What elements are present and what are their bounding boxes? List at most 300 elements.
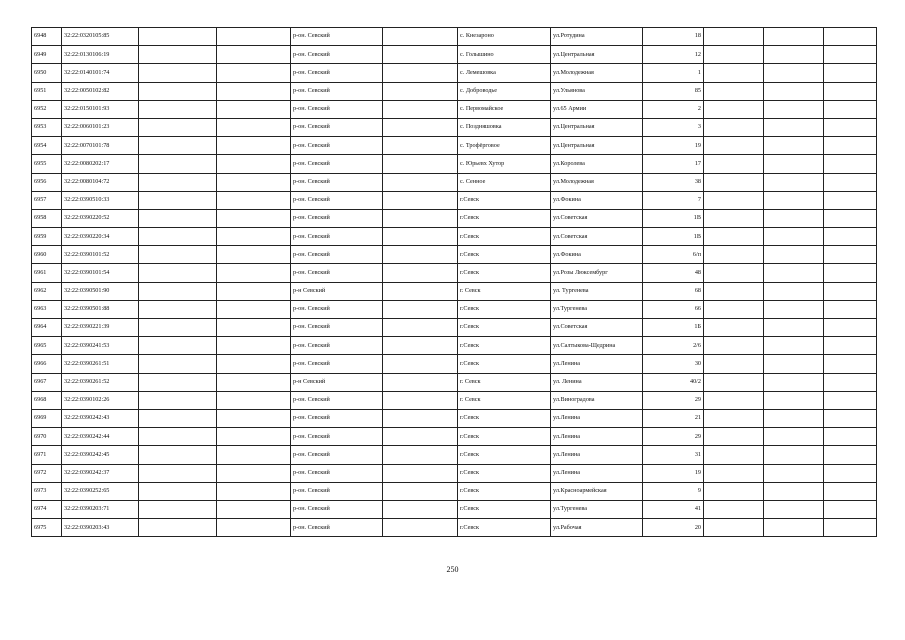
locality-cell: г. Севск bbox=[458, 373, 551, 391]
table-row bbox=[32, 137, 877, 155]
empty-cell bbox=[217, 391, 291, 409]
street-cell: ул.Тургенева bbox=[551, 300, 643, 318]
empty-cell bbox=[704, 409, 764, 427]
empty-cell bbox=[383, 191, 458, 209]
empty-cell bbox=[217, 82, 291, 100]
locality-cell: г. Севск bbox=[458, 391, 551, 409]
table-row bbox=[32, 155, 877, 173]
row-number-cell: 6951 bbox=[32, 82, 62, 100]
street-cell: ул.Королева bbox=[551, 155, 643, 173]
cadastral-number-cell: 32:22:0390221:39 bbox=[62, 319, 139, 337]
locality-cell: г.Севск bbox=[458, 446, 551, 464]
empty-cell bbox=[824, 246, 877, 264]
empty-cell bbox=[139, 446, 217, 464]
cadastral-number-cell: 32:22:0390242:43 bbox=[62, 409, 139, 427]
empty-cell bbox=[824, 191, 877, 209]
empty-cell bbox=[383, 446, 458, 464]
empty-cell bbox=[217, 337, 291, 355]
house-number-cell: 12 bbox=[643, 46, 704, 64]
row-number-cell: 6948 bbox=[32, 28, 62, 46]
empty-cell bbox=[764, 118, 824, 136]
house-number-cell: 68 bbox=[643, 282, 704, 300]
house-number-cell: 40/2 bbox=[643, 373, 704, 391]
locality-cell: г.Севск bbox=[458, 464, 551, 482]
empty-cell bbox=[764, 100, 824, 118]
district-cell: р-он. Севский bbox=[291, 464, 383, 482]
cadastral-number-cell: 32:22:0390261:51 bbox=[62, 355, 139, 373]
empty-cell bbox=[764, 500, 824, 518]
row-number-cell: 6950 bbox=[32, 64, 62, 82]
district-cell: р-он. Севский bbox=[291, 155, 383, 173]
empty-cell bbox=[139, 173, 217, 191]
empty-cell bbox=[764, 319, 824, 337]
empty-cell bbox=[139, 300, 217, 318]
house-number-cell: 6/п bbox=[643, 246, 704, 264]
empty-cell bbox=[764, 82, 824, 100]
table-row bbox=[32, 64, 877, 82]
empty-cell bbox=[139, 46, 217, 64]
street-cell: ул.Рабочая bbox=[551, 519, 643, 537]
locality-cell: с. Сенное bbox=[458, 173, 551, 191]
empty-cell bbox=[704, 137, 764, 155]
street-cell: ул.Ульянова bbox=[551, 82, 643, 100]
row-number-cell: 6962 bbox=[32, 282, 62, 300]
house-number-cell: 66 bbox=[643, 300, 704, 318]
cadastral-number-cell: 32:22:0080202:17 bbox=[62, 155, 139, 173]
empty-cell bbox=[704, 82, 764, 100]
empty-cell bbox=[383, 482, 458, 500]
locality-cell: г.Севск bbox=[458, 482, 551, 500]
street-cell: ул.Ленина bbox=[551, 355, 643, 373]
empty-cell bbox=[704, 373, 764, 391]
house-number-cell: 21 bbox=[643, 409, 704, 427]
row-number-cell: 6973 bbox=[32, 482, 62, 500]
locality-cell: г.Севск bbox=[458, 300, 551, 318]
district-cell: р-он. Севский bbox=[291, 337, 383, 355]
house-number-cell: 19 bbox=[643, 137, 704, 155]
cadastral-number-cell: 32:22:0390102:26 bbox=[62, 391, 139, 409]
table-row bbox=[32, 264, 877, 282]
locality-cell: г.Севск bbox=[458, 355, 551, 373]
street-cell: ул. Тургенева bbox=[551, 282, 643, 300]
locality-cell: г.Севск bbox=[458, 337, 551, 355]
district-cell: р-н Севский bbox=[291, 373, 383, 391]
empty-cell bbox=[139, 100, 217, 118]
row-number-cell: 6974 bbox=[32, 500, 62, 518]
house-number-cell: 2 bbox=[643, 100, 704, 118]
empty-cell bbox=[824, 519, 877, 537]
street-cell: ул. Ленина bbox=[551, 373, 643, 391]
cadastral-number-cell: 32:22:0150101:93 bbox=[62, 100, 139, 118]
row-number-cell: 6965 bbox=[32, 337, 62, 355]
street-cell: ул.Ленина bbox=[551, 464, 643, 482]
empty-cell bbox=[383, 428, 458, 446]
district-cell: р-он. Севский bbox=[291, 446, 383, 464]
empty-cell bbox=[764, 155, 824, 173]
locality-cell: с. Поздняшовка bbox=[458, 118, 551, 136]
table-row bbox=[32, 173, 877, 191]
empty-cell bbox=[383, 100, 458, 118]
district-cell: р-он. Севский bbox=[291, 319, 383, 337]
empty-cell bbox=[764, 355, 824, 373]
district-cell: р-он. Севский bbox=[291, 46, 383, 64]
empty-cell bbox=[704, 300, 764, 318]
empty-cell bbox=[383, 519, 458, 537]
empty-cell bbox=[764, 282, 824, 300]
empty-cell bbox=[704, 391, 764, 409]
empty-cell bbox=[383, 64, 458, 82]
empty-cell bbox=[764, 409, 824, 427]
empty-cell bbox=[704, 228, 764, 246]
row-number-cell: 6957 bbox=[32, 191, 62, 209]
house-number-cell: 3 bbox=[643, 118, 704, 136]
house-number-cell: 29 bbox=[643, 391, 704, 409]
table-row bbox=[32, 355, 877, 373]
empty-cell bbox=[139, 28, 217, 46]
house-number-cell: 85 bbox=[643, 82, 704, 100]
cadastral-number-cell: 32:22:0390203:43 bbox=[62, 519, 139, 537]
street-cell: ул.Советская bbox=[551, 319, 643, 337]
cadastral-number-cell: 32:22:0390501:90 bbox=[62, 282, 139, 300]
empty-cell bbox=[383, 282, 458, 300]
cadastral-number-cell: 32:22:0060101:23 bbox=[62, 118, 139, 136]
empty-cell bbox=[824, 118, 877, 136]
house-number-cell: 20 bbox=[643, 519, 704, 537]
row-number-cell: 6956 bbox=[32, 173, 62, 191]
street-cell: ул.Ленина bbox=[551, 446, 643, 464]
empty-cell bbox=[824, 446, 877, 464]
district-cell: р-он. Севский bbox=[291, 82, 383, 100]
district-cell: р-он. Севский bbox=[291, 209, 383, 227]
table-row bbox=[32, 319, 877, 337]
cadastral-number-cell: 32:22:0390510:33 bbox=[62, 191, 139, 209]
empty-cell bbox=[383, 373, 458, 391]
district-cell: р-он. Севский bbox=[291, 391, 383, 409]
row-number-cell: 6967 bbox=[32, 373, 62, 391]
street-cell: ул.Молодежная bbox=[551, 64, 643, 82]
empty-cell bbox=[764, 464, 824, 482]
house-number-cell: 30 bbox=[643, 355, 704, 373]
table-row bbox=[32, 428, 877, 446]
row-number-cell: 6949 bbox=[32, 46, 62, 64]
empty-cell bbox=[704, 209, 764, 227]
row-number-cell: 6961 bbox=[32, 264, 62, 282]
locality-cell: г.Севск bbox=[458, 246, 551, 264]
house-number-cell: 41 bbox=[643, 500, 704, 518]
empty-cell bbox=[139, 391, 217, 409]
empty-cell bbox=[824, 155, 877, 173]
empty-cell bbox=[764, 300, 824, 318]
cadastral-number-cell: 32:22:0320105:85 bbox=[62, 28, 139, 46]
row-number-cell: 6968 bbox=[32, 391, 62, 409]
district-cell: р-он. Севский bbox=[291, 173, 383, 191]
empty-cell bbox=[824, 64, 877, 82]
empty-cell bbox=[824, 373, 877, 391]
table-body bbox=[32, 28, 877, 537]
cadastral-number-cell: 32:22:0390220:34 bbox=[62, 228, 139, 246]
cadastral-number-cell: 32:22:0390101:54 bbox=[62, 264, 139, 282]
locality-cell: с. Трофёрговое bbox=[458, 137, 551, 155]
empty-cell bbox=[764, 137, 824, 155]
empty-cell bbox=[824, 46, 877, 64]
row-number-cell: 6960 bbox=[32, 246, 62, 264]
empty-cell bbox=[764, 519, 824, 537]
locality-cell: г.Севск bbox=[458, 264, 551, 282]
empty-cell bbox=[704, 28, 764, 46]
empty-cell bbox=[217, 264, 291, 282]
street-cell: ул.Молодежная bbox=[551, 173, 643, 191]
locality-cell: с. Первомайское bbox=[458, 100, 551, 118]
empty-cell bbox=[764, 446, 824, 464]
district-cell: р-он. Севский bbox=[291, 191, 383, 209]
empty-cell bbox=[704, 319, 764, 337]
house-number-cell: 1В bbox=[643, 209, 704, 227]
empty-cell bbox=[764, 191, 824, 209]
empty-cell bbox=[704, 46, 764, 64]
row-number-cell: 6963 bbox=[32, 300, 62, 318]
row-number-cell: 6972 bbox=[32, 464, 62, 482]
cadastral-number-cell: 32:22:0390501:88 bbox=[62, 300, 139, 318]
table-row bbox=[32, 482, 877, 500]
empty-cell bbox=[764, 228, 824, 246]
house-number-cell: 2/6 bbox=[643, 337, 704, 355]
street-cell: ул.Красноармейская bbox=[551, 482, 643, 500]
empty-cell bbox=[139, 264, 217, 282]
cadastral-number-cell: 32:22:0140101:74 bbox=[62, 64, 139, 82]
empty-cell bbox=[704, 282, 764, 300]
empty-cell bbox=[764, 64, 824, 82]
empty-cell bbox=[217, 28, 291, 46]
empty-cell bbox=[764, 246, 824, 264]
district-cell: р-он. Севский bbox=[291, 264, 383, 282]
street-cell: ул.Центральная bbox=[551, 46, 643, 64]
row-number-cell: 6971 bbox=[32, 446, 62, 464]
table-row bbox=[32, 373, 877, 391]
empty-cell bbox=[383, 155, 458, 173]
house-number-cell: 7 bbox=[643, 191, 704, 209]
street-cell: ул.Тургенева bbox=[551, 500, 643, 518]
empty-cell bbox=[764, 373, 824, 391]
house-number-cell: 17 bbox=[643, 155, 704, 173]
empty-cell bbox=[217, 282, 291, 300]
empty-cell bbox=[704, 428, 764, 446]
empty-cell bbox=[383, 391, 458, 409]
empty-cell bbox=[824, 409, 877, 427]
empty-cell bbox=[824, 319, 877, 337]
district-cell: р-он. Севский bbox=[291, 118, 383, 136]
empty-cell bbox=[764, 391, 824, 409]
empty-cell bbox=[824, 337, 877, 355]
street-cell: ул.Виноградова bbox=[551, 391, 643, 409]
empty-cell bbox=[704, 173, 764, 191]
empty-cell bbox=[824, 28, 877, 46]
empty-cell bbox=[383, 246, 458, 264]
empty-cell bbox=[217, 246, 291, 264]
empty-cell bbox=[383, 137, 458, 155]
empty-cell bbox=[217, 64, 291, 82]
row-number-cell: 6975 bbox=[32, 519, 62, 537]
table-row bbox=[32, 209, 877, 227]
cadastral-number-cell: 32:22:0050102:82 bbox=[62, 82, 139, 100]
house-number-cell: 1Б bbox=[643, 319, 704, 337]
cadastral-number-cell: 32:22:0390242:44 bbox=[62, 428, 139, 446]
empty-cell bbox=[139, 82, 217, 100]
row-number-cell: 6955 bbox=[32, 155, 62, 173]
empty-cell bbox=[217, 464, 291, 482]
empty-cell bbox=[764, 428, 824, 446]
empty-cell bbox=[383, 264, 458, 282]
empty-cell bbox=[704, 355, 764, 373]
empty-cell bbox=[704, 100, 764, 118]
empty-cell bbox=[704, 191, 764, 209]
district-cell: р-он. Севский bbox=[291, 500, 383, 518]
empty-cell bbox=[217, 173, 291, 191]
property-table bbox=[31, 27, 877, 537]
house-number-cell: 19 bbox=[643, 464, 704, 482]
empty-cell bbox=[383, 500, 458, 518]
empty-cell bbox=[704, 264, 764, 282]
empty-cell bbox=[704, 519, 764, 537]
cadastral-number-cell: 32:22:0390242:45 bbox=[62, 446, 139, 464]
empty-cell bbox=[217, 100, 291, 118]
table-row bbox=[32, 409, 877, 427]
street-cell: ул.Центральная bbox=[551, 118, 643, 136]
empty-cell bbox=[139, 319, 217, 337]
empty-cell bbox=[824, 428, 877, 446]
street-cell: ул.Салтыкова-Щедрина bbox=[551, 337, 643, 355]
cadastral-number-cell: 32:22:0390203:71 bbox=[62, 500, 139, 518]
locality-cell: г. Севск bbox=[458, 282, 551, 300]
document-sheet bbox=[31, 27, 877, 537]
street-cell: ул.Ленина bbox=[551, 428, 643, 446]
empty-cell bbox=[704, 155, 764, 173]
page-number: 250 bbox=[446, 565, 459, 574]
district-cell: р-он. Севский bbox=[291, 228, 383, 246]
empty-cell bbox=[824, 173, 877, 191]
empty-cell bbox=[764, 337, 824, 355]
locality-cell: г.Севск bbox=[458, 409, 551, 427]
row-number-cell: 6964 bbox=[32, 319, 62, 337]
empty-cell bbox=[383, 337, 458, 355]
empty-cell bbox=[704, 64, 764, 82]
empty-cell bbox=[824, 500, 877, 518]
house-number-cell: 9 bbox=[643, 482, 704, 500]
empty-cell bbox=[139, 64, 217, 82]
empty-cell bbox=[764, 173, 824, 191]
empty-cell bbox=[217, 428, 291, 446]
empty-cell bbox=[217, 482, 291, 500]
table-row bbox=[32, 391, 877, 409]
empty-cell bbox=[704, 500, 764, 518]
empty-cell bbox=[139, 464, 217, 482]
empty-cell bbox=[764, 209, 824, 227]
empty-cell bbox=[217, 500, 291, 518]
table-row bbox=[32, 191, 877, 209]
locality-cell: г.Севск bbox=[458, 519, 551, 537]
table-row bbox=[32, 337, 877, 355]
district-cell: р-он. Севский bbox=[291, 409, 383, 427]
house-number-cell: 31 bbox=[643, 446, 704, 464]
empty-cell bbox=[824, 282, 877, 300]
locality-cell: с. Доброводье bbox=[458, 82, 551, 100]
street-cell: ул.65 Армии bbox=[551, 100, 643, 118]
empty-cell bbox=[139, 482, 217, 500]
empty-cell bbox=[139, 118, 217, 136]
street-cell: ул.Фокина bbox=[551, 246, 643, 264]
empty-cell bbox=[764, 28, 824, 46]
empty-cell bbox=[383, 464, 458, 482]
district-cell: р-он. Севский bbox=[291, 519, 383, 537]
locality-cell: г.Севск bbox=[458, 191, 551, 209]
empty-cell bbox=[704, 337, 764, 355]
street-cell: ул.Ротудина bbox=[551, 28, 643, 46]
locality-cell: г.Севск bbox=[458, 500, 551, 518]
table-row bbox=[32, 464, 877, 482]
table-row bbox=[32, 228, 877, 246]
empty-cell bbox=[383, 300, 458, 318]
cadastral-number-cell: 32:22:0390220:52 bbox=[62, 209, 139, 227]
row-number-cell: 6958 bbox=[32, 209, 62, 227]
empty-cell bbox=[139, 337, 217, 355]
empty-cell bbox=[824, 300, 877, 318]
table-row bbox=[32, 446, 877, 464]
locality-cell: с. Лемешовка bbox=[458, 64, 551, 82]
table-row bbox=[32, 300, 877, 318]
table-row bbox=[32, 500, 877, 518]
street-cell: ул.Ленина bbox=[551, 409, 643, 427]
table-row bbox=[32, 46, 877, 64]
locality-cell: с. Голышино bbox=[458, 46, 551, 64]
empty-cell bbox=[824, 391, 877, 409]
empty-cell bbox=[824, 209, 877, 227]
empty-cell bbox=[139, 409, 217, 427]
locality-cell: с. Юрьевх Хутор bbox=[458, 155, 551, 173]
cadastral-number-cell: 32:22:0130106:19 bbox=[62, 46, 139, 64]
street-cell: ул.Фокина bbox=[551, 191, 643, 209]
empty-cell bbox=[824, 464, 877, 482]
empty-cell bbox=[383, 28, 458, 46]
cadastral-number-cell: 32:22:0070101:78 bbox=[62, 137, 139, 155]
empty-cell bbox=[704, 246, 764, 264]
empty-cell bbox=[217, 300, 291, 318]
empty-cell bbox=[139, 355, 217, 373]
cadastral-number-cell: 32:22:0390241:53 bbox=[62, 337, 139, 355]
empty-cell bbox=[139, 137, 217, 155]
empty-cell bbox=[383, 118, 458, 136]
cadastral-number-cell: 32:22:0390242:37 bbox=[62, 464, 139, 482]
empty-cell bbox=[217, 409, 291, 427]
empty-cell bbox=[217, 118, 291, 136]
house-number-cell: 38 bbox=[643, 173, 704, 191]
district-cell: р-он. Севский bbox=[291, 137, 383, 155]
empty-cell bbox=[217, 155, 291, 173]
district-cell: р-он. Севский bbox=[291, 28, 383, 46]
row-number-cell: 6970 bbox=[32, 428, 62, 446]
empty-cell bbox=[217, 46, 291, 64]
cadastral-number-cell: 32:22:0390252:65 bbox=[62, 482, 139, 500]
empty-cell bbox=[824, 355, 877, 373]
table-row bbox=[32, 519, 877, 537]
table-row bbox=[32, 282, 877, 300]
empty-cell bbox=[217, 228, 291, 246]
row-number-cell: 6954 bbox=[32, 137, 62, 155]
locality-cell: с. Кнезароно bbox=[458, 28, 551, 46]
row-number-cell: 6959 bbox=[32, 228, 62, 246]
empty-cell bbox=[217, 319, 291, 337]
empty-cell bbox=[824, 482, 877, 500]
empty-cell bbox=[824, 264, 877, 282]
district-cell: р-он. Севский bbox=[291, 246, 383, 264]
